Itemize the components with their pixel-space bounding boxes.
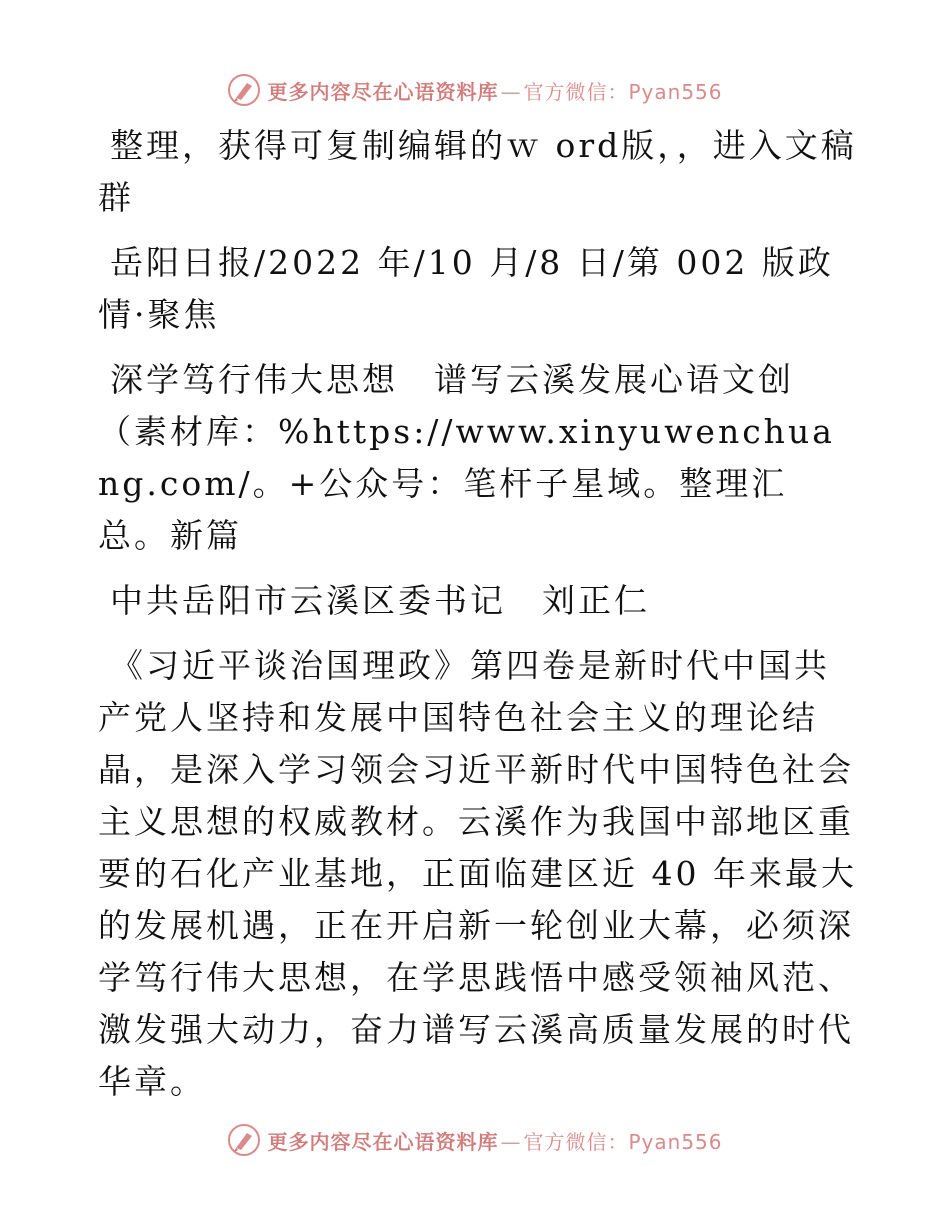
footer-watermark xyxy=(0,1120,950,1160)
body-paragraph: 《习近平谈治国理政》第四卷是新时代中国共产党人坚持和发展中国特色社会主义的理论结晶，是深入学习领会习近平新时代中国特色社会主义思想的权威教材。云溪作为我国中部地区重要的石化产业基地，正面临建区近 40 年来最大的发展机遇，正在开启新一轮创业大幕，必须深学笃行伟大思想，在学思践悟中感受领袖风范、激发强大动力，奋力谱写云溪高质量发展的时代华章。 xyxy=(98,646,857,1101)
source-line: 岳阳日报/2022 年/10 月/8 日/第 002 版政情·聚焦 xyxy=(98,243,834,334)
watermark-wechat-id: Pyan556 xyxy=(628,79,723,104)
watermark-wechat-id: Pyan556 xyxy=(628,1129,723,1154)
pen-nib-logo-icon xyxy=(227,73,261,107)
article-title: 深学笃行伟大思想 谱写云溪发展心语文创（素材库：%https://www.xinyuwenchuang.com/。+公众号：笔杆子星域。整理汇总。新篇 xyxy=(98,360,835,555)
pen-nib-logo-icon xyxy=(227,1123,261,1157)
intro-paragraph: 整理，获得可复制编辑的ｗ ord版，，进入文稿群 xyxy=(98,126,857,217)
watermark-site-name: 更多内容尽在心语资料库 xyxy=(267,1129,499,1154)
watermark-text xyxy=(267,76,722,105)
author-line: 中共岳阳市云溪区委书记 刘正仁 xyxy=(110,581,650,620)
watermark-separator: — xyxy=(500,79,522,104)
watermark-text xyxy=(267,1126,722,1155)
watermark-site-name: 更多内容尽在心语资料库 xyxy=(267,79,499,104)
watermark-separator: — xyxy=(500,1129,522,1154)
watermark-wechat-label: 官方微信： xyxy=(523,1129,629,1154)
watermark-wechat-label: 官方微信： xyxy=(523,79,629,104)
document-body xyxy=(98,120,858,1121)
header-watermark xyxy=(0,70,950,110)
